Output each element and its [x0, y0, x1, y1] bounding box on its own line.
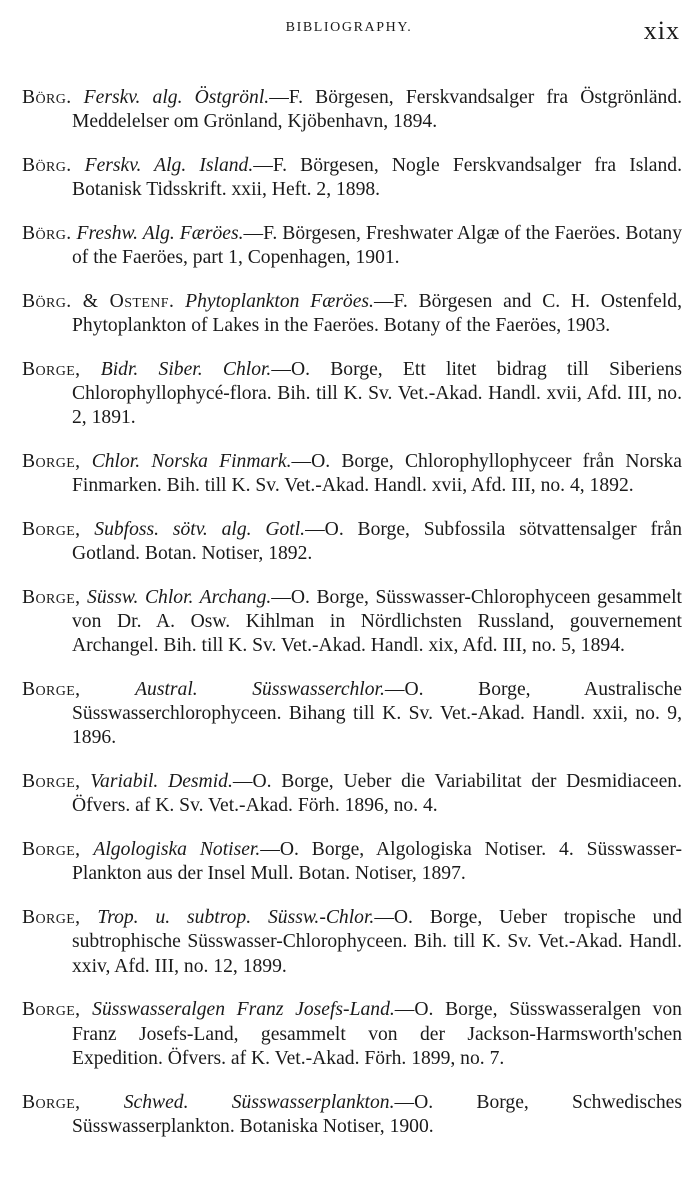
entry-citation: —O. Borge, Süsswasseralgen von Franz Josefs-Land, gesammelt von der Jackson-Harmsworth'schen Expedition. Öfvers. af K. Vet.-Akad. Förh. 1899, no. 7. [72, 999, 682, 1069]
bibliography-entry [22, 586, 682, 659]
entry-citation: —F. Börgesen, Ferskvandsalger fra Östgrönländ. Meddelelser om Grönland, Kjöbenhavn, 1894. [72, 86, 683, 132]
entry-author-abbreviation: Borge, [22, 679, 81, 700]
entry-author-abbreviation: Borge, [22, 907, 81, 929]
entry-title-abbreviation: Schwed. Süsswasserplankton. [123, 1091, 395, 1113]
bibliography-entry [22, 358, 682, 431]
entry-author-abbreviation: Borge, [22, 586, 81, 608]
entry-title-abbreviation: Ferskv. alg. Östgrönl. [83, 86, 270, 108]
entry-title-abbreviation: Subfoss. sötv. alg. Gotl. [94, 518, 306, 540]
bibliography-entry [22, 1091, 682, 1139]
entry-author-abbreviation: Borge, [22, 999, 81, 1021]
entry-citation: —O. Borge, Algologiska Notiser. 4. Süsswasser-Plankton aus der Insel Mull. Botan. Notiser, 1897. [72, 839, 682, 885]
entry-citation: —F. Börgesen, Freshwater Algæ of the Faeröes. Botany of the Faeröes, part 1, Copenhagen, 1901. [72, 222, 682, 268]
running-head [18, 18, 680, 52]
entry-author-abbreviation: Borge, [22, 358, 81, 380]
bibliography-entry [22, 154, 682, 202]
entry-title-abbreviation: Ferskv. Alg. Island. [84, 154, 254, 176]
entry-author-abbreviation: Borge, [22, 518, 81, 540]
entry-title-abbreviation: Süsswasseralgen Franz Josefs-Land. [92, 999, 395, 1021]
bibliography-entry [22, 290, 682, 338]
entry-citation: —F. Börgesen, Nogle Ferskvandsalger fra Island. Botanisk Tidsskrift. xxii, Heft. 2, 1898. [72, 154, 682, 200]
entry-title-abbreviation: Freshw. Alg. Færöes. [76, 222, 244, 244]
bibliography-entry [22, 998, 682, 1071]
entry-author-abbreviation: Börg. [22, 86, 72, 108]
entry-author-abbreviation: Börg. [22, 222, 72, 244]
running-title: BIBLIOGRAPHY. [285, 20, 413, 35]
bibliography-list [22, 66, 682, 1149]
entry-citation: —O. Borge, Australische Süsswasserchlorophyceen. Bihang till K. Sv. Vet.-Akad. Handl. xxii, no. 9, 1896. [72, 679, 682, 749]
entry-author-abbreviation: Borge, [22, 771, 81, 793]
bibliography-entry [22, 770, 682, 818]
bibliography-entry [22, 86, 682, 134]
entry-citation: —O. Borge, Subfossila sötvattensalger från Gotland. Botan. Notiser, 1892. [72, 518, 682, 564]
bibliography-entry [22, 222, 682, 270]
entry-citation: —F. Börgesen and C. H. Ostenfeld, Phytoplankton of Lakes in the Faeröes. Botany of the Faeröes, 1903. [72, 290, 682, 336]
entry-title-abbreviation: Variabil. Desmid. [90, 771, 233, 793]
entry-title-abbreviation: Süssw. Chlor. Archang. [87, 586, 272, 608]
entry-title-abbreviation: Chlor. Norska Finmark. [91, 450, 292, 472]
bibliography-entry [22, 678, 682, 751]
entry-citation: —O. Borge, Schwedisches Süsswasserplankton. Botaniska Notiser, 1900. [72, 1091, 682, 1137]
entry-title-abbreviation: Algologiska Notiser. [93, 839, 261, 861]
entry-citation: —O. Borge, Ueber die Variabilitat der Desmidiaceen. Öfvers. af K. Sv. Vet.-Akad. Förh. 1896, no. 4. [72, 771, 683, 817]
entry-title-abbreviation: Bidr. Siber. Chlor. [100, 358, 272, 380]
entry-title-abbreviation: Austral. Süsswasserchlor. [135, 679, 385, 700]
entry-author-abbreviation: Borge, [22, 450, 81, 472]
entry-title-abbreviation: Phytoplankton Færöes. [185, 290, 374, 312]
entry-author-abbreviation: Borge, [22, 1091, 81, 1113]
entry-author-abbreviation: Börg. [22, 154, 72, 176]
page-number: xix [643, 16, 680, 45]
entry-citation: —O. Borge, Ueber tropische und subtrophische Süsswasser-Chlorophyceen. Bih. till K. Sv. Vet.-Akad. Handl. xxiv, Afd. III, no. 12, 1899. [72, 907, 682, 977]
bibliography-entry [22, 518, 682, 566]
entry-citation: —O. Borge, Chlorophyllophyceer från Norska Finmarken. Bih. till K. Sv. Vet.-Akad. Handl. xvii, Afd. III, no. 4, 1892. [72, 450, 682, 496]
bibliography-entry [22, 838, 682, 886]
entry-citation: —O. Borge, Ett litet bidrag till Siberiens Chlorophyllophycé-flora. Bih. till K. Sv. Vet.-Akad. Handl. xvii, Afd. III, no. 2, 1891. [72, 358, 682, 428]
entry-title-abbreviation: Trop. u. subtrop. Süssw.-Chlor. [97, 907, 375, 929]
bibliography-entry [22, 450, 682, 498]
entry-author-abbreviation: Borge, [22, 839, 81, 861]
bibliography-entry [22, 906, 682, 979]
entry-citation: —O. Borge, Süsswasser-Chlorophyceen gesammelt von Dr. A. Osw. Kihlman in Nördlichsten Russland, gouvernement Archangel. Bih. till K. Sv. Vet.-Akad. Handl. xix, Afd. III, no. 5, 1894. [72, 586, 683, 657]
entry-author-abbreviation: Börg. & Ostenf. [22, 290, 175, 312]
